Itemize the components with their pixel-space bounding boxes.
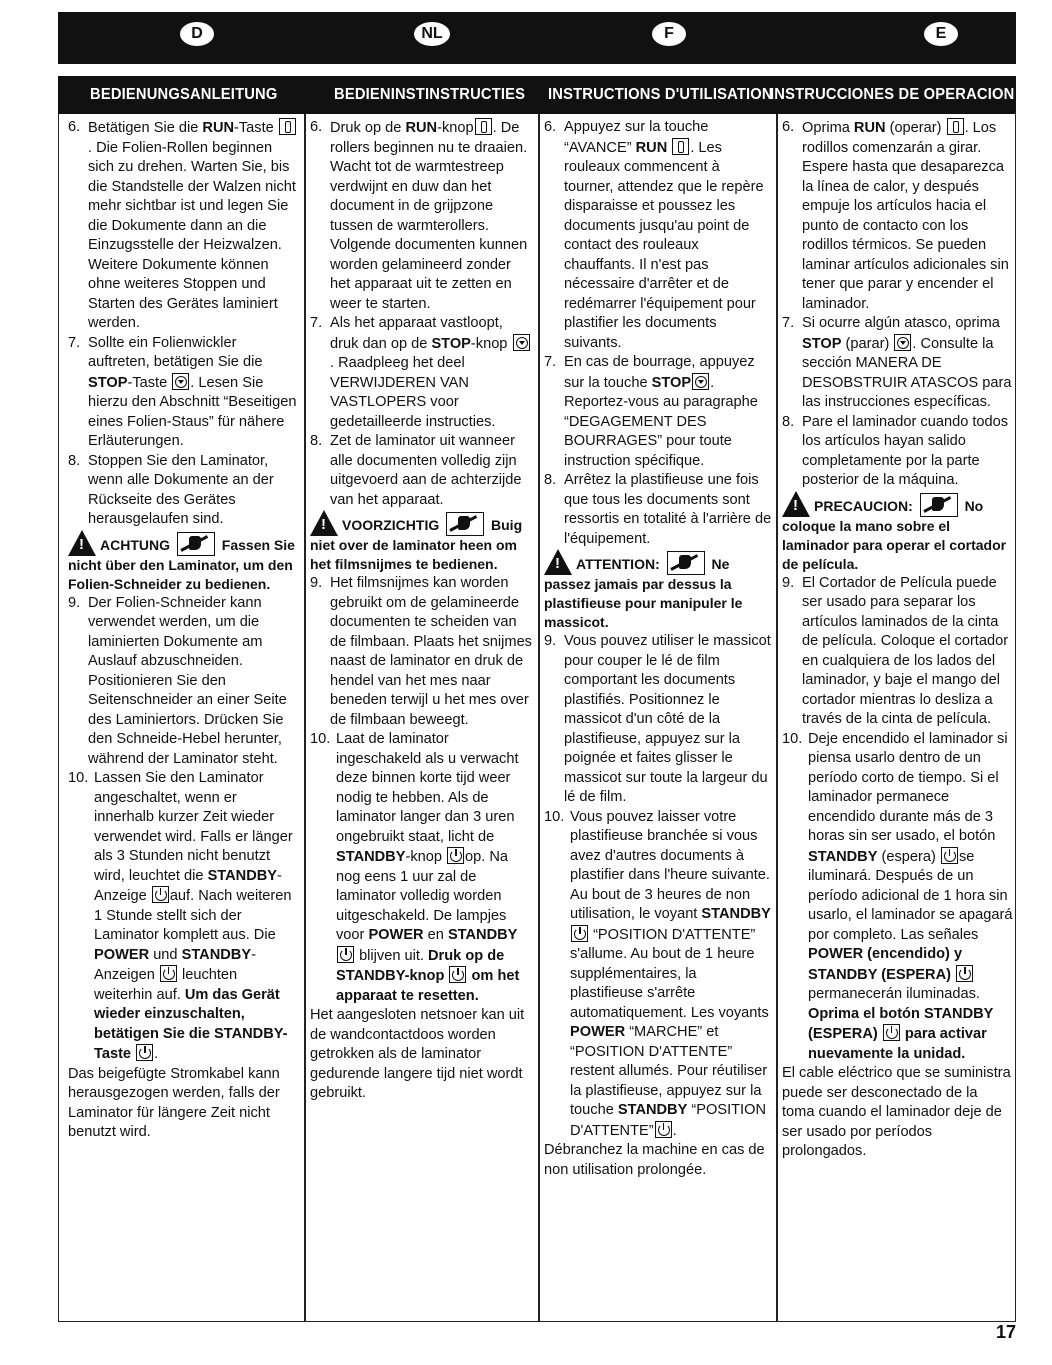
header-es: INSTRUCCIONES DE OPERACION [770, 86, 1015, 103]
warning-triangle-icon [68, 530, 96, 556]
run-button-icon [475, 118, 492, 135]
lang-badge-de: D [180, 22, 214, 46]
step-9: 9. Het filmsnijmes kan worden gebruikt om de gelamineerde documenten te scheiden van de filmbaan. Plaats het snijmes naast de laminator en druk de hendel van het mes naar beneden terwijl u het mes over de filmbaan beweegt. [310, 575, 532, 728]
standby-button-icon [883, 1024, 900, 1041]
caution-note: !PRECAUCION: No coloque la mano sobre el laminador para operar el cortador de película. [782, 491, 1014, 574]
standby-button-icon [571, 925, 588, 942]
lang-badge-fr: F [652, 22, 686, 46]
column-fr [544, 118, 772, 1180]
standby-button-icon [160, 965, 177, 982]
hand-caution-icon [667, 551, 705, 575]
standby-button-icon [337, 946, 354, 963]
step-8: 8. Zet de laminator uit wanneer alle documenten volledig zijn uitgevoerd aan de achterzijde van het apparaat. [310, 433, 522, 508]
standby-button-icon [136, 1044, 153, 1061]
step-10: 10. Vous pouvez laisser votre plastifieuse branchée si vous avez d'autres documents à plastifier dans l'heure suivante. Au bout de 3 heures de non utilisation, le voyant STANDBY “POSITION D'ATTENTE” s'allume. Au bout de 1 heure supplémentaires, la plastifieuse s'arrête automatiquement. Les voyants POWER “MARCHE” et “POSITION D'ATTENTE” restent allumés. Pour réutiliser la plastifieuse, appuyez sur la touche STANDBY “POSITION D'ATTENTE” . [544, 808, 771, 1139]
header-de: BEDIENUNGSANLEITUNG [90, 86, 278, 103]
stop-button-icon [894, 334, 911, 351]
step-10: 10. Laat de laminator ingeschakeld als u verwacht deze binnen korte tijd weer nodig te hebben. Als de laminator langer dan 3 uren ongebruikt staat, licht de STANDBY-knop op. Na nog eens 1 uur zal de laminator volledig worden uitgeschakeld. De lampjes voor POWER en STANDBY blijven uit. Druk op de STANDBY-knop om het apparaat te resetten. [310, 731, 520, 1004]
page-number: 17 [996, 1322, 1017, 1342]
column-divider [304, 114, 306, 1322]
warning-triangle-icon [310, 510, 338, 536]
step-9: 9. El Cortador de Película puede ser usado para separar los artículos laminados de la cinta de película. Coloque el cortador en cualquiera de los lados del laminador, y baje el mango del cortador mientras lo desliza a través de la cinta de película. [782, 574, 1009, 727]
step-10: 10. Deje encendido el laminador si piensa usarlo dentro de un período corto de tiempo. Si el laminador permanece encendido durante más de 3 horas sin ser usado, el botón STANDBY (espera) se iluminará. Después de un período adicional de 1 hora sin usarlo, el laminador se apagará por completo. Las señales POWER (encendido) y STANDBY (ESPERA) permanecerán iluminadas. Oprima el botón STANDBY (ESPERA) para activar nuevamente la unidad. [782, 730, 1013, 1062]
standby-button-icon [447, 847, 464, 864]
caution-note: !ATTENTION: Ne passez jamais par dessus la plastifieuse pour manipuler le massicot. [544, 549, 772, 632]
step-7: 7. Si ocurre algún atasco, oprima STOP (parar) . Consulte la sección MANERA DE DESOBSTRUIR ATASCOS para las instrucciones específicas. [782, 315, 1012, 410]
lang-badge-nl: NL [414, 22, 450, 46]
caution-note: !VOORZICHTIG Buig niet over de laminator heen om het filmsnijmes te bedienen. [310, 510, 534, 574]
step-9: 9. Der Folien-Schneider kann verwendet werden, um die laminierten Dokumente am Auslauf abzuschneiden. Positionieren Sie den Seitenschneider an einer Seite des Laminiertors. Drücken Sie den Schneide-Hebel herunter, während der Laminator steht. [68, 594, 287, 767]
power-cord-note: Das beigefügte Stromkabel kann herausgezogen werden, falls der Laminator für längere Zeit nicht benutzt wird. [68, 1065, 280, 1140]
column-nl [310, 118, 534, 1104]
standby-button-icon [941, 847, 958, 864]
step-9: 9. Vous pouvez utiliser le massicot pour couper le lé de film comportant les documents plastifiés. Positionnez le massicot d'un côté de la plastifieuse, appuyez sur la poignée et faites glisser le massicot sur toute la largeur du lé de film. [544, 633, 771, 805]
column-divider [538, 114, 540, 1322]
run-button-icon [279, 118, 296, 135]
warning-triangle-icon [544, 549, 572, 575]
header-fr: INSTRUCTIONS D'UTILISATION [548, 86, 773, 103]
step-8: 8. Pare el laminador cuando todos los artículos hayan salido completamente por la parte posterior de la máquina. [782, 413, 1009, 488]
run-button-icon [947, 118, 964, 135]
warning-triangle-icon [782, 491, 810, 517]
column-de [68, 118, 298, 1143]
step-7: 7. Sollte ein Folienwickler auftreten, betätigen Sie die STOP-Taste . Lesen Sie hierzu den Abschnitt “Beseitigen eines Folien-Staus” für nähere Erläuterungen. [68, 334, 297, 449]
step-6: 6. Betätigen Sie die RUN-Taste . Die Folien-Rollen beginnen sich zu drehen. Warten Sie, bis die Standstelle der Walzen nicht mehr sichtbar ist und legen Sie die Dokumente dann an die Einzugsstelle der Heizwalzen. Weitere Dokumente können ohne weiteres Stoppen und Starten des Gerätes laminiert werden. [68, 119, 296, 331]
header-nl: BEDIENINSTINSTRUCTIES [334, 86, 526, 103]
standby-button-icon [956, 965, 973, 982]
power-cord-note: Het aangesloten netsnoer kan uit de wandcontactdoos worden getrokken als de laminator gedurende langere tijd niet wordt gebruikt. [310, 1007, 525, 1101]
power-cord-note: El cable eléctrico que se suministra puede ser desconectado de la toma cuando el laminador deje de ser usado por períodos prolongados. [782, 1065, 1011, 1159]
stop-button-icon [513, 334, 530, 351]
step-7: 7. En cas de bourrage, appuyez sur la touche STOP . Reportez-vous au paragraphe “DEGAGEMENT DES BOURRAGES” pour toute instruction spécifique. [544, 354, 758, 469]
step-6: 6. Appuyez sur la touche “AVANCE” RUN . Les rouleaux commencent à tourner, attendez que le repère disparaisse et poussez les documents jusqu'au point de contact des rouleaux chauffants. Il n'est pas nécessaire d'arrêter et de redémarrer l'équipement pour plastifier les documents suivants. [544, 119, 764, 351]
run-button-icon [672, 138, 689, 155]
column-es [782, 118, 1014, 1162]
step-10: 10. Lassen Sie den Laminator angeschaltet, wenn er innerhalb kurzer Zeit wieder verwendet wird. Falls er länger als 3 Stunden nicht benutzt wird, leuchtet die STANDBY-Anzeige auf. Nach weiteren 1 Stunde stellt sich der Laminator komplett aus. Die POWER und STANDBY-Anzeigen leuchten weiterhin auf. Um das Gerät wieder einzuschalten, betätigen Sie die STANDBY-Taste . [68, 770, 293, 1062]
step-6: 6. Oprima RUN (operar) . Los rodillos comenzarán a girar. Espere hasta que desaparezca la línea de calor, y después empuje los artículos hacia el punto de contacto con los rodillos térmicos. Se pueden laminar artículos adicionales sin tener que parar y encender el laminador. [782, 119, 1009, 312]
hand-caution-icon [177, 532, 215, 556]
hand-caution-icon [446, 512, 484, 536]
step-8: 8. Stoppen Sie den Laminator, wenn alle Dokumente an der Rückseite des Gerätes herausgelaufen sind. [68, 452, 274, 527]
standby-button-icon [152, 886, 169, 903]
lang-badge-es: E [924, 22, 958, 46]
hand-caution-icon [920, 493, 958, 517]
power-cord-note: Débranchez la machine en cas de non utilisation prolongée. [544, 1142, 765, 1178]
standby-button-icon [655, 1121, 672, 1138]
caution-note: !ACHTUNG Fassen Sie nicht über den Laminator, um den Folien-Schneider zu bedienen. [68, 530, 298, 594]
step-7: 7. Als het apparaat vastloopt, druk dan op de STOP-knop . Raadpleeg het deel VERWIJDEREN VAN VASTLOPERS voor gedetailleerde instructies. [310, 314, 534, 432]
standby-button-icon [449, 966, 466, 983]
step-6: 6. Druk op de RUN-knop . De rollers beginnen nu te draaien. Wacht tot de warmtestreep verdwijnt en duw dan het document in de grijpzone tussen de warmterollers. Volgende documenten kunnen worden gelamineerd zonder het apparaat uit te zetten en weer te starten. [310, 119, 528, 312]
column-divider [776, 114, 778, 1322]
stop-button-icon [172, 373, 189, 390]
stop-button-icon [692, 373, 709, 390]
step-8: 8. Arrêtez la plastifieuse une fois que tous les documents sont ressortis en totalité à l'arrière de l'équipement. [544, 472, 772, 547]
